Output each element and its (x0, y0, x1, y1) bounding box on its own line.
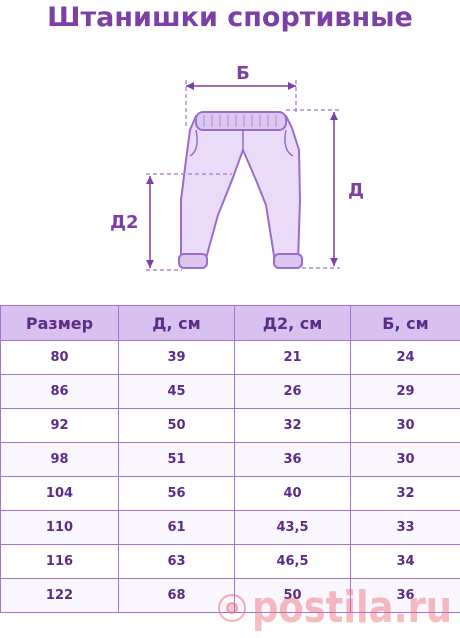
cell-length: 68 (119, 579, 235, 613)
cell-width: 30 (351, 443, 460, 477)
dim-length-arrow-bottom (330, 258, 338, 266)
table-row (1, 409, 460, 443)
dim-inseam-arrow-top (146, 176, 154, 184)
dim-length-arrow-top (330, 112, 338, 120)
cell-inseam: 32 (235, 409, 351, 443)
cell-inseam: 40 (235, 477, 351, 511)
cuff-left (179, 254, 207, 268)
cell-width: 33 (351, 511, 460, 545)
cell-length: 61 (119, 511, 235, 545)
table-header-row (1, 306, 460, 341)
cell-inseam: 50 (235, 579, 351, 613)
cell-inseam: 26 (235, 375, 351, 409)
watermark-text: postila.ru (252, 582, 452, 633)
cell-size: 104 (1, 477, 119, 511)
cell-inseam: 21 (235, 341, 351, 375)
cell-size: 110 (1, 511, 119, 545)
cell-length: 56 (119, 477, 235, 511)
cell-width: 30 (351, 409, 460, 443)
header-size: Размер (1, 306, 119, 341)
cell-length: 50 (119, 409, 235, 443)
cell-width: 32 (351, 477, 460, 511)
cell-length: 39 (119, 341, 235, 375)
cell-inseam: 46,5 (235, 545, 351, 579)
cell-inseam: 36 (235, 443, 351, 477)
cell-width: 34 (351, 545, 460, 579)
table-row (1, 341, 460, 375)
dim-inseam-label: Д2 (110, 212, 139, 233)
cell-size: 116 (1, 545, 119, 579)
cell-length: 45 (119, 375, 235, 409)
cell-size: 122 (1, 579, 119, 613)
cell-width: 24 (351, 341, 460, 375)
cell-size: 92 (1, 409, 119, 443)
cell-length: 63 (119, 545, 235, 579)
cell-width: 29 (351, 375, 460, 409)
page-title: Штанишки спортивные (47, 2, 413, 33)
cuff-right (274, 254, 302, 268)
cell-size: 80 (1, 341, 119, 375)
size-table (0, 305, 460, 613)
table-row (1, 511, 460, 545)
dim-length-label: Д (348, 180, 365, 201)
dim-width-label: Б (236, 63, 250, 84)
pants-diagram (0, 48, 460, 292)
pants-waistband (196, 112, 286, 130)
table-row (1, 545, 460, 579)
dim-inseam-arrow-bottom (146, 260, 154, 268)
cell-width: 36 (351, 579, 460, 613)
table-row (1, 375, 460, 409)
cell-length: 51 (119, 443, 235, 477)
header-width: Б, см (351, 306, 460, 341)
dim-width-arrow-right (288, 82, 296, 90)
header-length: Д, см (119, 306, 235, 341)
cell-size: 86 (1, 375, 119, 409)
dim-width-arrow-left (186, 82, 194, 90)
table-row (1, 443, 460, 477)
table-row (1, 477, 460, 511)
pants-outline (181, 116, 300, 262)
table-row (1, 579, 460, 613)
header-inseam: Д2, см (235, 306, 351, 341)
cell-inseam: 43,5 (235, 511, 351, 545)
cell-size: 98 (1, 443, 119, 477)
